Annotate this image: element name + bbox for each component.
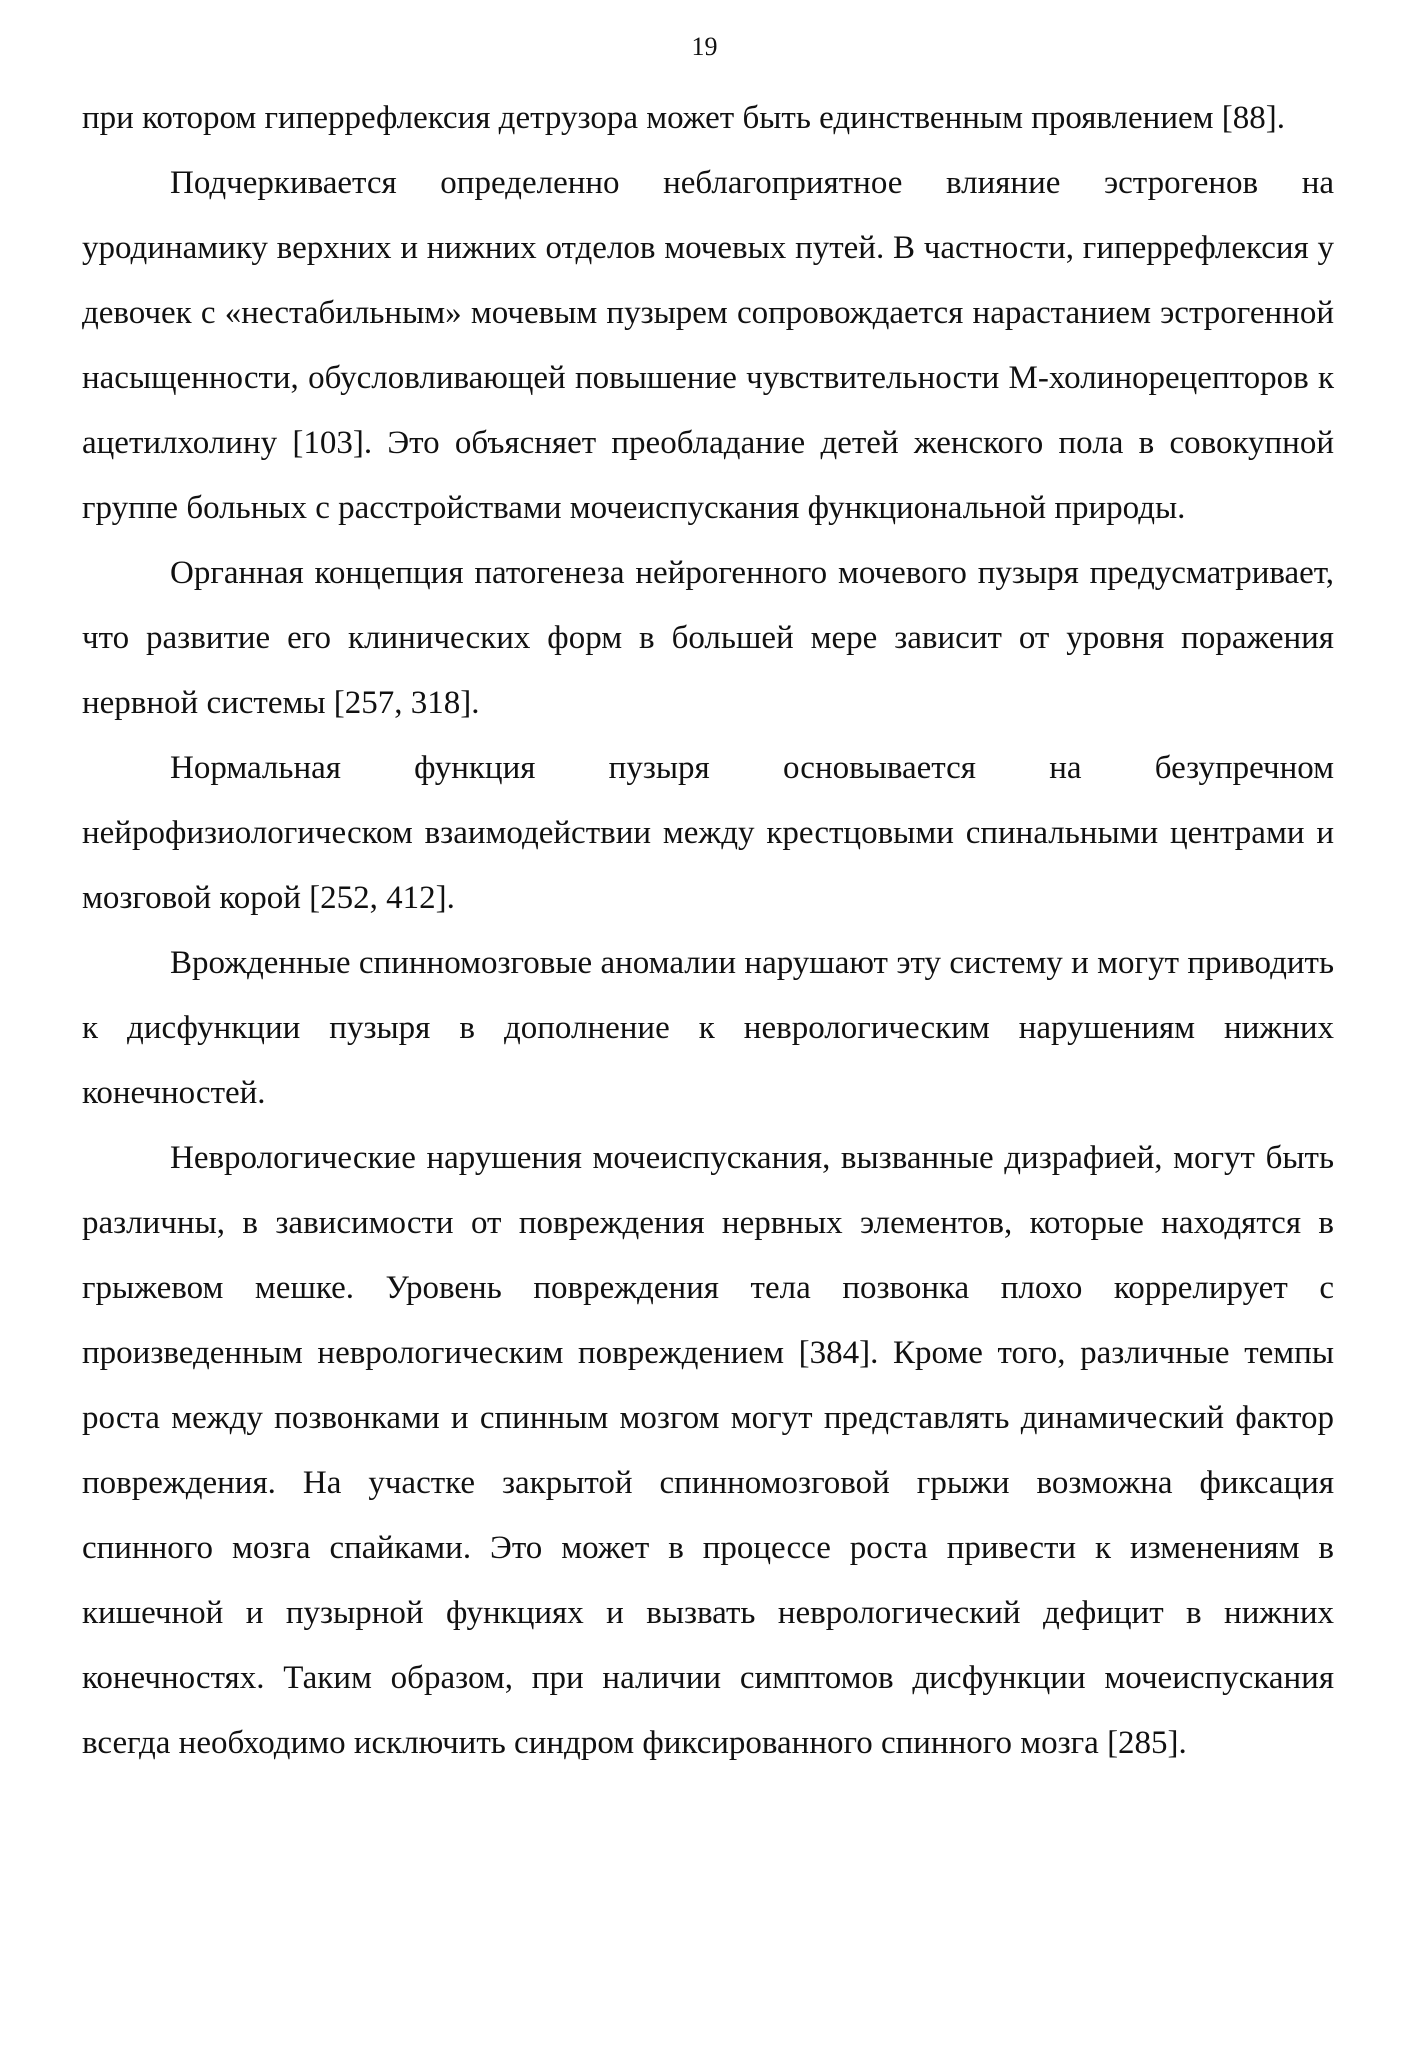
- paragraph-neurological-disorders: Неврологические нарушения мочеиспускания, вызванные дизрафией, могут быть различны, в зависимости от повреждения нервных элементов, которые находятся в грыжевом мешке. Уровень повреждения тела позвонка плохо коррелирует с произведенным неврологическим повреждением [384]. Кроме того, различные темпы роста между позвонками и спинным мозгом могут представлять динамический фактор повреждения. На участке закрытой спинномозговой грыжи возможна фиксация спинного мозга спайками. Это может в процессе роста привести к изменениям в кишечной и пузырной функциях и вызвать неврологический дефицит в нижних конечностях. Таким образом, при наличии симптомов дисфункции мочеиспускания всегда необходимо исключить синдром фиксированного спинного мозга [285].: [82, 1140, 1334, 1761]
- page-number: 19: [691, 32, 718, 61]
- body-text: [82, 86, 1334, 1776]
- paragraph-congenital-anomalies: Врожденные спинномозговые аномалии нарушают эту систему и могут приводить к дисфункции пузыря в дополнение к неврологическим нарушениям нижних конечностей.: [82, 945, 1334, 1111]
- paragraph-organ-concept: Органная концепция патогенеза нейрогенного мочевого пузыря предусматривает, что развитие его клинических форм в большей мере зависит от уровня поражения нервной системы [257, 318].: [82, 555, 1334, 721]
- paragraph-continuation: при котором гиперрефлексия детрузора может быть единственным проявлением [88].: [82, 100, 1286, 136]
- paragraph-normal-function: Нормальная функция пузыря основывается на безупречном нейрофизиологическом взаимодействии между крестцовыми спинальными центрами и мозговой корой [252, 412].: [82, 750, 1334, 916]
- paragraph-estrogen-influence: Подчеркивается определенно неблагоприятное влияние эстрогенов на уродинамику верхних и нижних отделов мочевых путей. В частности, гиперрефлексия у девочек с «нестабильным» мочевым пузырем сопровождается нарастанием эстрогенной насыщенности, обусловливающей повышение чувствительности М-холинорецепторов к ацетилхолину [103]. Это объясняет преобладание детей женского пола в совокупной группе больных с расстройствами мочеиспускания функциональной природы.: [82, 165, 1334, 526]
